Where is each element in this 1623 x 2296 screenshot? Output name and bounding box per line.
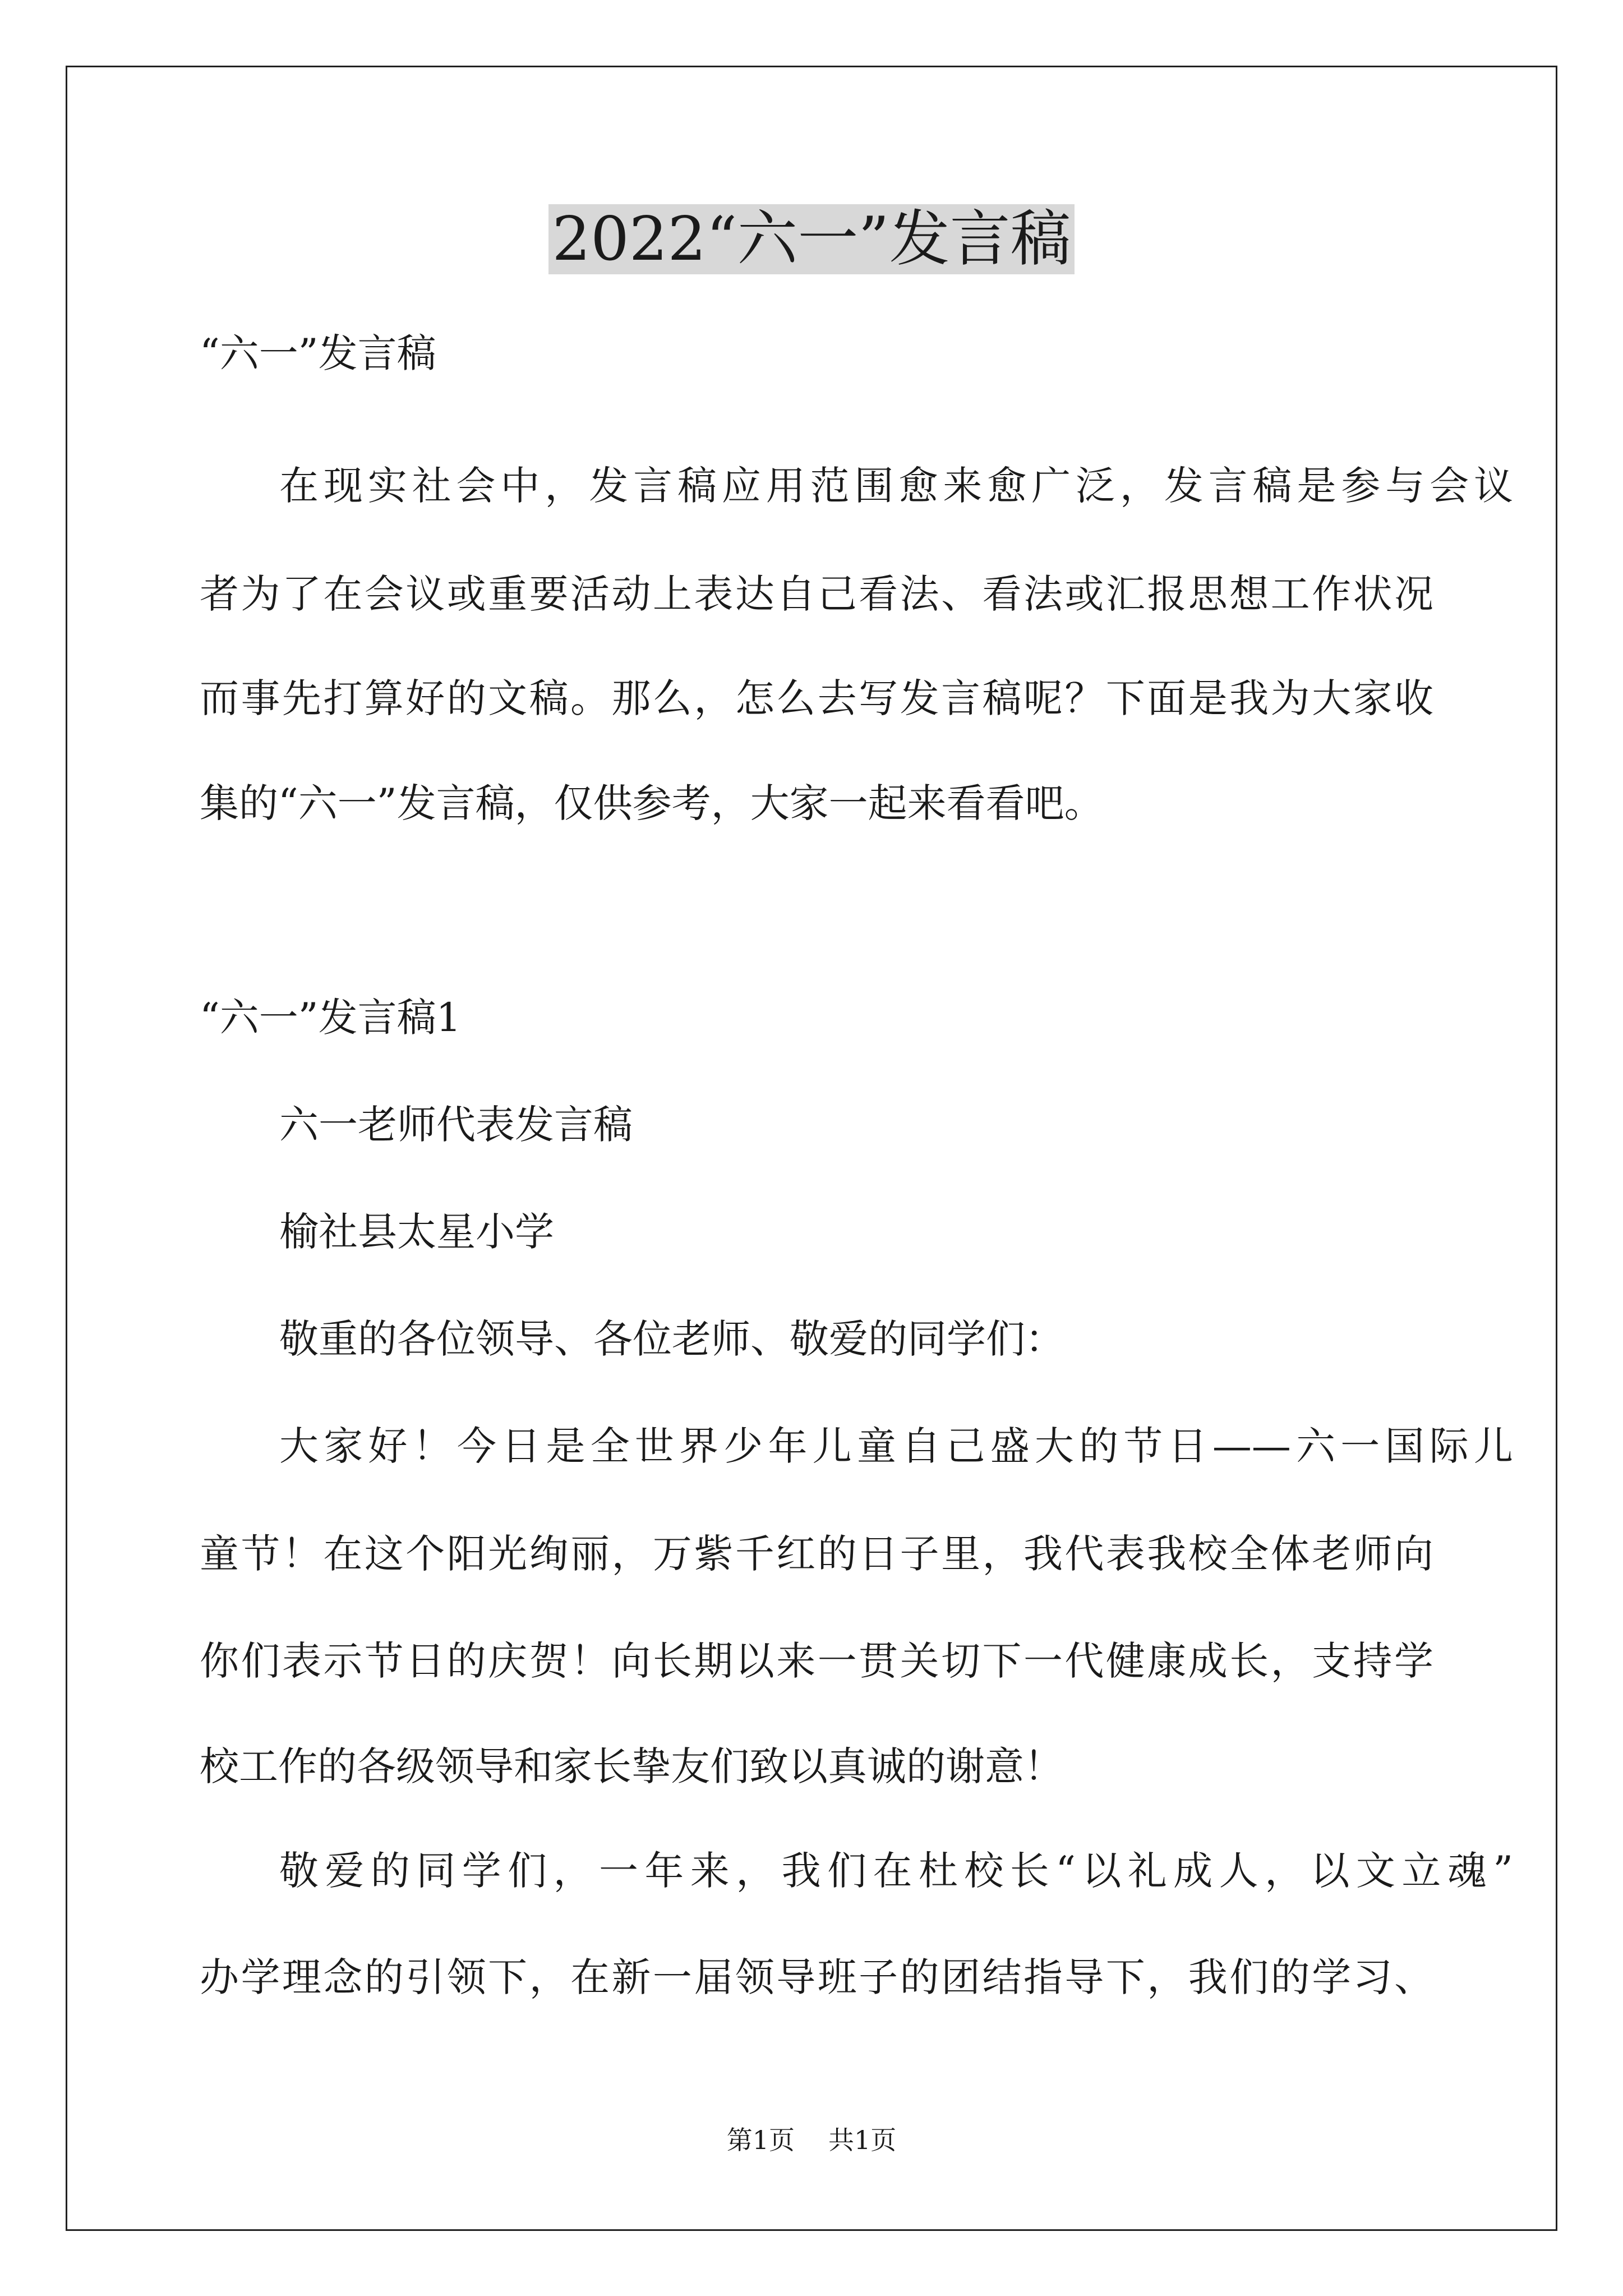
text-line: 敬重的各位领导、各位老师、敬爱的同学们： [279,1316,1064,1362]
document-title [0,197,1623,282]
page-footer [0,2123,1623,2157]
document-title-text: 2022“六一”发言稿 [548,204,1074,274]
text-line: “六一”发言稿1 [200,995,462,1041]
text-line: 大家好！今日是全世界少年儿童自己盛大的节日——六一国际儿 [279,1423,1513,1469]
text-line: “六一”发言稿 [200,330,436,376]
text-line: 而事先打算好的文稿。那么，怎么去写发言稿呢？下面是我为大家收 [200,675,1433,721]
text-line: 在现实社会中，发言稿应用范围愈来愈广泛，发言稿是参与会议 [279,463,1513,509]
text-line: 榆社县太星小学 [279,1209,554,1255]
page-number-total: 共1页 [828,2125,897,2155]
text-line: 办学理念的引领下，在新一届领导班子的团结指导下，我们的学习、 [200,1954,1433,2000]
text-line: 集的“六一”发言稿，仅供参考，大家一起来看看吧。 [200,780,1104,826]
text-line: 敬爱的同学们，一年来，我们在杜校长“以礼成人，以文立魂” [279,1848,1513,1894]
text-line: 校工作的各级领导和家长挚友们致以真诚的谢意！ [200,1743,1063,1789]
text-line: 六一老师代表发言稿 [279,1102,633,1148]
text-line: 童节！在这个阳光绚丽，万紫千红的日子里，我代表我校全体老师向 [200,1531,1433,1577]
text-line: 者为了在会议或重要活动上表达自己看法、看法或汇报思想工作状况 [200,571,1433,617]
page-number-current: 第1页 [726,2125,795,2155]
text-line: 你们表示节日的庆贺！向长期以来一贯关切下一代健康成长，支持学 [200,1638,1433,1684]
